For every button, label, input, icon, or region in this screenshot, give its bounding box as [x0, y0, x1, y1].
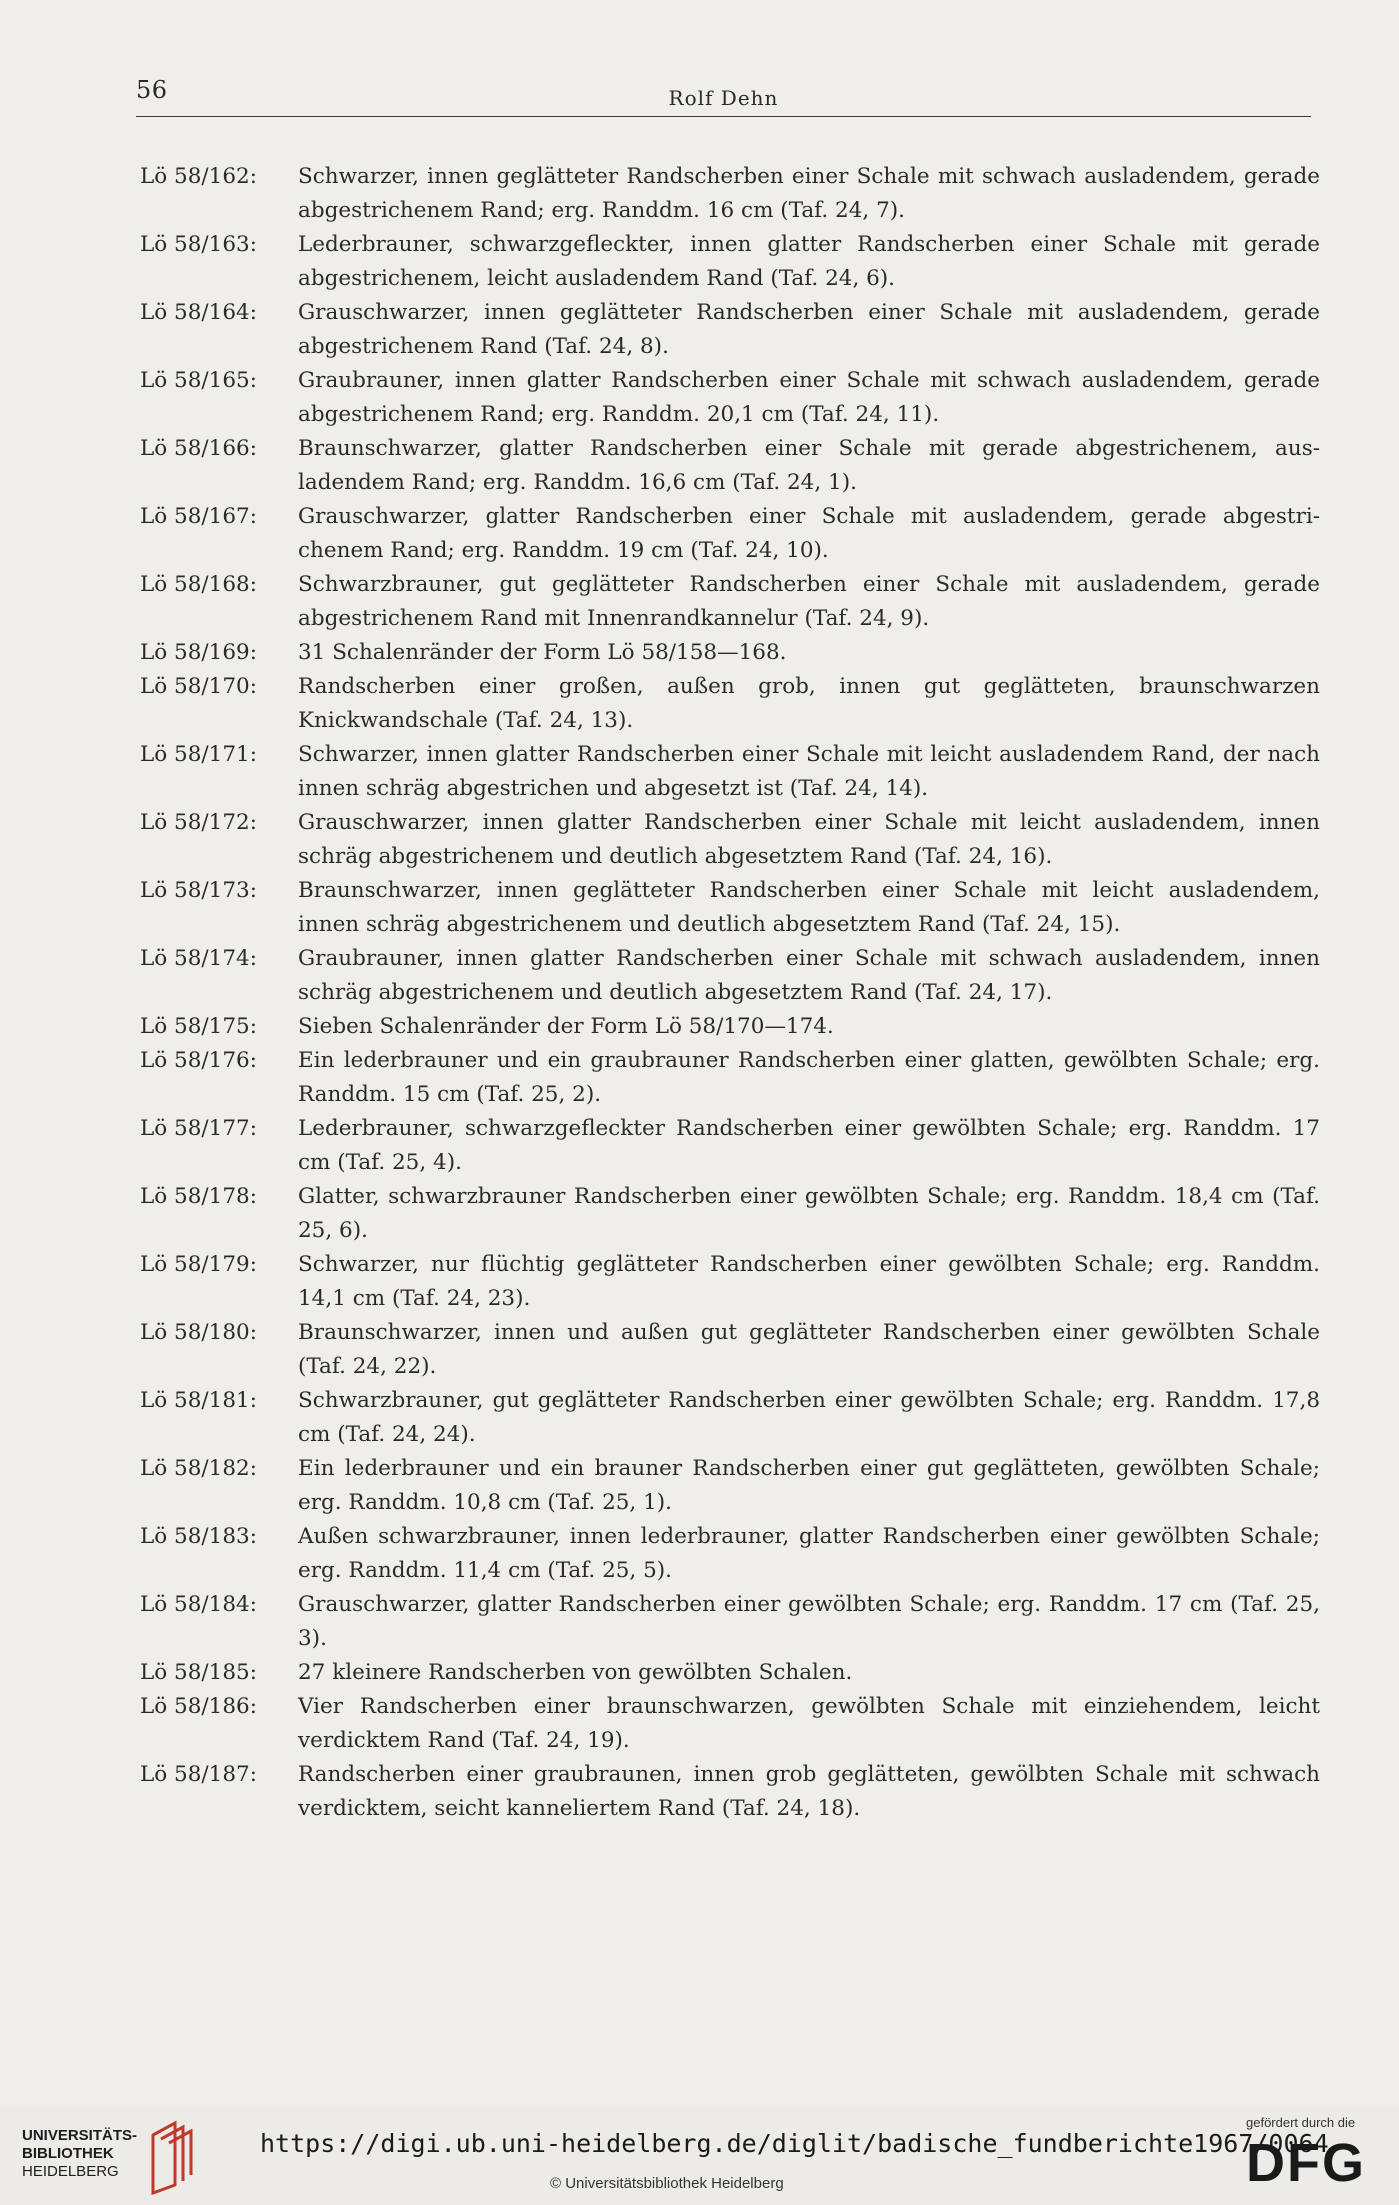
- catalog-entry: [140, 942, 1320, 1010]
- entry-label: Lö 58/175:: [140, 1014, 257, 1039]
- funder-caption: gefördert durch die: [1246, 2115, 1356, 2130]
- entry-text: Graubrauner, innen glatter Randscherben einer Schale mit schwach ausladendem, gerade abgestrichenem Rand; erg. Randdm. 20,1 cm (Taf. 24, 11).: [298, 368, 1320, 427]
- entry-text: 31 Schalenränder der Form Lö 58/158—168.: [298, 640, 787, 665]
- entry-label: Lö 58/178:: [140, 1184, 257, 1209]
- entry-text: Schwarzbrauner, gut geglätteter Randscherben einer Schale mit ausladendem, gerade abgestrichenem Rand mit Innenrandkannelur (Taf. 24, 9).: [298, 572, 1320, 631]
- entry-label: Lö 58/187:: [140, 1762, 257, 1787]
- catalog-entry: [140, 738, 1320, 806]
- catalog-entry: [140, 1248, 1320, 1316]
- catalog-entry: [140, 806, 1320, 874]
- copyright-notice: © Universitätsbibliothek Heidelberg: [550, 2175, 784, 2192]
- entry-label: Lö 58/176:: [140, 1048, 257, 1073]
- dfg-logo[interactable]: DFG: [1246, 2133, 1366, 2193]
- catalog-entry: [140, 1010, 1320, 1044]
- catalog-entry: [140, 1180, 1320, 1248]
- entry-text: Ein lederbrauner und ein brauner Randscherben einer gut geglätteten, gewölbten Schale; erg. Randdm. 10,8 cm (Taf. 25, 1).: [298, 1456, 1320, 1515]
- entry-text: 27 kleinere Randscherben von gewölbten Schalen.: [298, 1660, 853, 1685]
- catalog-entry: [140, 432, 1320, 500]
- catalog-entry: [140, 1588, 1320, 1656]
- page-header: [136, 76, 1311, 117]
- entry-text: Braunschwarzer, glatter Randscherben einer Schale mit gerade abgestrichenem, ausladendem Rand; erg. Randdm. 16,6 cm (Taf. 24, 1).: [298, 436, 1320, 495]
- library-emblem-icon: [145, 2115, 195, 2195]
- entry-text: Randscherben einer großen, außen grob, innen gut geglätteten, braunschwarzen Knickwandschale (Taf. 24, 13).: [298, 674, 1320, 733]
- library-logo[interactable]: [22, 2127, 137, 2181]
- entry-text: Grauschwarzer, glatter Randscherben einer Schale mit ausladendem, gerade abgestrichenem Rand; erg. Randdm. 19 cm (Taf. 24, 10).: [298, 504, 1320, 563]
- catalog-entry: [140, 228, 1320, 296]
- entry-text: Lederbrauner, schwarzgefleckter, innen glatter Randscherben einer Schale mit gerade abgestrichenem, leicht ausladendem Rand (Taf. 24, 6).: [298, 232, 1320, 291]
- catalog-entry: [140, 568, 1320, 636]
- entry-label: Lö 58/171:: [140, 742, 257, 767]
- entry-label: Lö 58/163:: [140, 232, 257, 257]
- catalog-entry: [140, 1690, 1320, 1758]
- entry-text: Braunschwarzer, innen und außen gut geglätteter Randscherben einer gewölbten Schale (Taf. 24, 22).: [298, 1320, 1320, 1379]
- entry-text: Außen schwarzbrauner, innen lederbrauner, glatter Randscherben einer gewölbten Schale; erg. Randdm. 11,4 cm (Taf. 25, 5).: [298, 1524, 1320, 1583]
- catalog-entry: [140, 1452, 1320, 1520]
- catalog-entry: [140, 500, 1320, 568]
- catalog-entry: [140, 160, 1320, 228]
- entry-text: Ein lederbrauner und ein graubrauner Randscherben einer glatten, gewölbten Schale; erg. Randdm. 15 cm (Taf. 25, 2).: [298, 1048, 1320, 1107]
- entry-label: Lö 58/177:: [140, 1116, 257, 1141]
- entry-text: Graubrauner, innen glatter Randscherben einer Schale mit schwach ausladendem, innen schräg abgestrichenem und deutlich abgesetztem Rand (Taf. 24, 17).: [298, 946, 1320, 1005]
- entry-text: Vier Randscherben einer braunschwarzen, gewölbten Schale mit einziehendem, leicht verdicktem Rand (Taf. 24, 19).: [298, 1694, 1320, 1753]
- catalog-entry: [140, 1316, 1320, 1384]
- entry-text: Schwarzer, innen geglätteter Randscherben einer Schale mit schwach ausladendem, gerade abgestrichenem Rand; erg. Randdm. 16 cm (Taf. 24, 7).: [298, 164, 1320, 223]
- entry-label: Lö 58/162:: [140, 164, 257, 189]
- permalink-url[interactable]: https://digi.ub.uni-heidelberg.de/diglit/badische_fundberichte1967/0064: [260, 2129, 1329, 2158]
- entry-label: Lö 58/180:: [140, 1320, 257, 1345]
- entry-text: Sieben Schalenränder der Form Lö 58/170—174.: [298, 1014, 834, 1039]
- entry-label: Lö 58/174:: [140, 946, 257, 971]
- catalog-entry: [140, 1384, 1320, 1452]
- entry-label: Lö 58/168:: [140, 572, 257, 597]
- library-name-line-1: UNIVERSITÄTS-: [22, 2127, 138, 2144]
- entry-label: Lö 58/179:: [140, 1252, 257, 1277]
- entry-text: Randscherben einer graubraunen, innen grob geglätteten, gewölbten Schale mit schwach verdicktem, seicht kanneliertem Rand (Taf. 24, 18).: [298, 1762, 1320, 1821]
- entry-text: Schwarzbrauner, gut geglätteter Randscherben einer gewölbten Schale; erg. Randdm. 17,8 cm (Taf. 24, 24).: [298, 1388, 1320, 1447]
- catalog-entry: [140, 1044, 1320, 1112]
- catalog-entry: [140, 1656, 1320, 1690]
- running-head: Rolf Dehn: [668, 86, 779, 110]
- entry-text: Braunschwarzer, innen geglätteter Randscherben einer Schale mit leicht ausladendem, innen schräg abgestrichenem und deutlich abgesetztem Rand (Taf. 24, 15).: [298, 878, 1320, 937]
- catalog-entry: [140, 364, 1320, 432]
- catalog-entry: [140, 874, 1320, 942]
- library-name-line-2: BIBLIOTHEK: [22, 2145, 114, 2162]
- entry-text: Lederbrauner, schwarzgefleckter Randscherben einer gewölbten Schale; erg. Randdm. 17 cm (Taf. 25, 4).: [298, 1116, 1320, 1175]
- entry-label: Lö 58/167:: [140, 504, 257, 529]
- entry-label: Lö 58/182:: [140, 1456, 257, 1481]
- entry-label: Lö 58/172:: [140, 810, 257, 835]
- entry-text: Schwarzer, innen glatter Randscherben einer Schale mit leicht ausladendem Rand, der nach innen schräg abgestrichen und abgesetzt ist (Taf. 24, 14).: [298, 742, 1320, 801]
- footer: [0, 2105, 1399, 2205]
- catalog-entry: [140, 1520, 1320, 1588]
- page-number: 56: [136, 76, 168, 104]
- entry-label: Lö 58/181:: [140, 1388, 257, 1413]
- entry-text: Grauschwarzer, innen glatter Randscherben einer Schale mit leicht ausladendem, innen schräg abgestrichenem und deutlich abgesetztem Rand (Taf. 24, 16).: [298, 810, 1320, 869]
- library-name-line-3: HEIDELBERG: [22, 2163, 119, 2180]
- entry-label: Lö 58/185:: [140, 1660, 257, 1685]
- entry-label: Lö 58/184:: [140, 1592, 257, 1617]
- entry-label: Lö 58/166:: [140, 436, 257, 461]
- catalog-entry: [140, 1112, 1320, 1180]
- catalog-entry: [140, 296, 1320, 364]
- catalog-entry: [140, 670, 1320, 738]
- entry-text: Glatter, schwarzbrauner Randscherben einer gewölbten Schale; erg. Randdm. 18,4 cm (Taf. 25, 6).: [298, 1184, 1320, 1243]
- entry-label: Lö 58/164:: [140, 300, 257, 325]
- entry-label: Lö 58/186:: [140, 1694, 257, 1719]
- catalog-list: [140, 160, 1320, 1826]
- entry-label: Lö 58/173:: [140, 878, 257, 903]
- entry-text: Schwarzer, nur flüchtig geglätteter Randscherben einer gewölbten Schale; erg. Randdm. 14,1 cm (Taf. 24, 23).: [298, 1252, 1320, 1311]
- entry-label: Lö 58/170:: [140, 674, 257, 699]
- entry-text: Grauschwarzer, innen geglätteter Randscherben einer Schale mit ausladendem, gerade abgestrichenem Rand (Taf. 24, 8).: [298, 300, 1320, 359]
- catalog-entry: [140, 1758, 1320, 1826]
- entry-text: Grauschwarzer, glatter Randscherben einer gewölbten Schale; erg. Randdm. 17 cm (Taf. 25, 3).: [298, 1592, 1320, 1651]
- entry-label: Lö 58/169:: [140, 640, 257, 665]
- entry-label: Lö 58/183:: [140, 1524, 257, 1549]
- entry-label: Lö 58/165:: [140, 368, 257, 393]
- catalog-entry: [140, 636, 1320, 670]
